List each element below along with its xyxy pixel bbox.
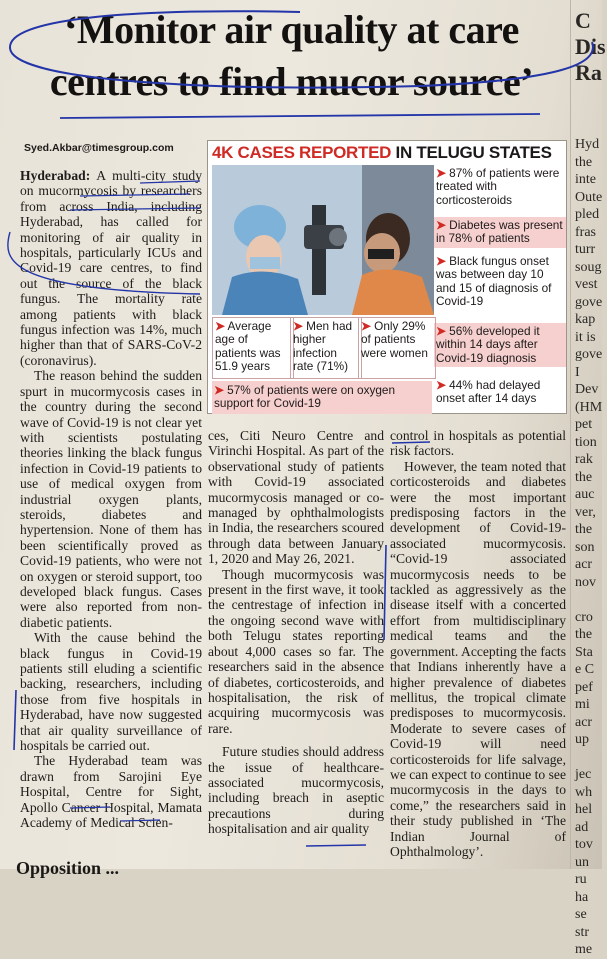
adjacent-text-fragment: acr [575, 557, 593, 572]
adjacent-text-fragment: vest [575, 277, 598, 292]
stat-delayed-onset [436, 379, 562, 406]
stat-text: 56% developed it within 14 days after Covid-19 diagnosis [436, 324, 540, 365]
stat-text: Only 29% of patients were women [361, 319, 428, 360]
adjacent-text-fragment: jec [575, 767, 592, 782]
paragraph-1-text: A multi-city study on mucormycosis by researchers from across India, including Hyderabad, has called for monitoring of air quality in hospitals, particularly ICUs and Covid-19 care centres, to find out the source of the black fungus. The mortality rate among patients with black fungus infection was 14%, much higher than that of SARS-CoV-2 (coronavirus). [20, 168, 203, 368]
arrow-icon: ➤ [436, 324, 446, 338]
adjacent-text-fragment: hel [575, 802, 593, 817]
dateline: Hyderabad: [20, 168, 91, 183]
stat-text: Average age of patients was 51.9 years [215, 319, 281, 374]
paragraph-1 [20, 168, 202, 368]
adjacent-text-fragment: tov [575, 837, 593, 852]
adjacent-text-fragment: pled [575, 207, 600, 222]
headline [14, 4, 569, 108]
adjacent-text-fragment: str [575, 924, 589, 940]
air-quality-underline-ink [306, 845, 366, 846]
arrow-icon: ➤ [436, 218, 446, 232]
adjacent-text-fragment: it is [575, 329, 596, 345]
paragraph-4: The Hyderabad team was drawn from Sarojini Eye Hospital, Centre for Sight, Apollo Cancer Hospital, Mamata Academy of Medical Scien- [20, 753, 202, 831]
arrow-icon: ➤ [215, 319, 225, 333]
adjacent-text-fragment: nov [575, 574, 596, 590]
stat-text: 87% of patients were treated with corticosteroids [436, 166, 560, 207]
adjacent-text-fragment: (HM [575, 399, 603, 415]
stat-women [358, 317, 436, 379]
eye-exam-photo [212, 165, 434, 315]
stat-onset [436, 255, 562, 309]
adjacent-text-fragment: ver, [575, 504, 596, 520]
column-1 [20, 168, 202, 830]
adjacent-text-fragment: the [575, 469, 593, 485]
adjacent-text-fragment: wh [575, 784, 593, 800]
column-3 [390, 428, 566, 859]
adjacent-text-fragment: pet [575, 417, 593, 432]
arrow-icon: ➤ [293, 319, 303, 333]
infographic-box [207, 140, 567, 414]
adjacent-text-fragment: e C [575, 662, 595, 677]
paragraph-7: Future studies should address the issue of healthcare-associated mucormycosis, including breach in aseptic precautions during hospitalisation and air quality [208, 744, 384, 837]
stat-text: Men had higher infection rate (71%) [293, 319, 353, 374]
adjacent-text-fragment: tion [575, 434, 597, 450]
adjacent-text-fragment: ha [575, 889, 589, 905]
adjacent-text-fragment: se [575, 907, 587, 922]
stat-men-infection [290, 317, 362, 379]
adjacent-text-fragment: ad [575, 819, 589, 835]
adjacent-headline-2: Dis [575, 34, 606, 59]
adjacent-text-fragment: pef [575, 679, 593, 695]
adjacent-text-fragment: ru [575, 872, 587, 887]
adjacent-text-fragment: acr [575, 714, 593, 730]
paragraph-9: However, the team noted that corticosteroids and diabetes were the most important predisposing factors in the development of Covid-19-associated mucormycosis. “Covid-19 associated mucormycosis needs to be tackled as aggressively as the disease itself with a concerted effort from multidisciplinary medical teams and the government. Accepting the facts that Indians inherently have a higher prevalence of diabetes mellitus, the tropical climate predisposes to mucormycosis. Moderate to severe cases of Covid-19 will need corticosteroids for life salvage, we can expect to continue to see mucormycosis in the days to come,” the researchers said in their study published in ‘The Indian Journal of Ophthalmology’. [390, 458, 566, 859]
adjacent-text-fragment: cro [575, 609, 593, 625]
byline: Syed.Akbar@timesgroup.com [24, 142, 174, 154]
col3-margin-line-ink [384, 545, 386, 640]
stat-text: 44% had delayed onset after 14 days [436, 378, 541, 406]
stat-corticosteroids [436, 167, 562, 207]
adjacent-headline-1: C [575, 8, 591, 33]
arrow-icon: ➤ [436, 254, 446, 268]
headline-line-2: centres to find mucor source’ [49, 59, 534, 104]
adjacent-text-fragment: Oute [575, 189, 603, 205]
adjacent-text-fragment: soug [575, 259, 602, 275]
adjacent-text-fragment: gove [575, 347, 603, 362]
adjacent-text-fragment: I [575, 364, 580, 380]
infographic-title-black: IN TELUGU STATES [391, 143, 552, 162]
adjacent-text-fragment: fras [575, 224, 596, 240]
adjacent-text-fragment: gove [575, 294, 603, 310]
headline-line-1: ‘Monitor air quality at care [64, 7, 519, 52]
adjacent-text-fragment: Dev [575, 382, 599, 397]
infographic-title [208, 141, 570, 165]
adjacent-text-fragment: up [575, 732, 589, 747]
adjacent-text-fragment: mi [575, 697, 590, 712]
adjacent-text-fragment: Hyd [575, 137, 600, 152]
adjacent-text-fragment: auc [575, 487, 595, 502]
adjacent-text-fragment: turr [575, 242, 596, 257]
adjacent-text-fragment: kap [575, 312, 596, 327]
stat-text: Black fungus onset was between day 10 and 15 of diagnosis of Covid-19 [436, 254, 552, 309]
stat-within-14-days [434, 323, 566, 367]
stat-diabetes [434, 217, 566, 248]
stat-text: Diabetes was present in 78% of patients [436, 218, 563, 246]
adjacent-article-column [570, 0, 607, 957]
adjacent-text-fragments [575, 136, 607, 959]
paragraph-6: Though mucormycosis was present in the first wave, it took the centrestage of infection in the ongoing second wave with both Telugu states reporting about 4,000 cases so far. The researchers said in the absence of diabetes, corticosteroids, and hospitalisation, the risk of acquiring mucormycosis was rare. [208, 566, 384, 736]
col1-margin-line-ink [14, 690, 16, 750]
stat-oxygen-support [212, 381, 432, 414]
adjacent-text-fragment: the [575, 522, 593, 537]
adjacent-text-fragment: un [575, 854, 589, 870]
paragraph-5: ces, Citi Neuro Centre and Virinchi Hospital. As part of the observational study of patients with Covid-19 associated mucormycosis managed or co-managed by ophthalmologists in India, the researchers scoured through data between January 1, 2020 and May 26, 2021. [208, 428, 384, 567]
adjacent-headline-3: Ra [575, 60, 602, 85]
arrow-icon: ➤ [214, 383, 224, 397]
adjacent-text-fragment: the [575, 627, 593, 642]
adjacent-text-fragment: rak [575, 452, 593, 467]
paragraph-2: The reason behind the sudden spurt in mucormycosis cases in the country during the second wave of Covid-19 is not clear yet with scientists postulating theories linking the black fungus infection in Covid-19 patients to use of medical oxygen from industrial oxygen plants, steroids, diabetes and hypertension. None of them has been scientifically proved as Covid-19 patients, who were not on oxygen or steroid support, too developed black fungus. Cases were also reported from non-diabetic patients. [20, 368, 202, 630]
headline-underline-ink [60, 114, 540, 118]
arrow-icon: ➤ [361, 319, 371, 333]
adjacent-text-fragment [575, 749, 607, 767]
adjacent-text-fragment: Sta [575, 644, 593, 660]
adjacent-text-fragment: inte [575, 172, 596, 187]
adjacent-text-fragment: son [575, 539, 595, 555]
adjacent-text-fragment: me [575, 942, 593, 957]
arrow-icon: ➤ [436, 378, 446, 392]
photo-illustration [212, 165, 434, 315]
paragraph-3: With the cause behind the black fungus in Covid-19 patients still eluding a scientific backing, researchers, including those from five hospitals in Hyderabad, have now suggested that air quality surveillance of hospitals be carried out. [20, 630, 202, 754]
adjacent-text-fragment [575, 591, 607, 609]
adjacent-text-fragment: the [575, 154, 593, 170]
stat-text: 57% of patients were on oxygen support for Covid-19 [214, 383, 396, 411]
paragraph-8: control in hospitals as potential risk factors. [390, 428, 566, 459]
next-article-heading: Opposition ... [16, 858, 120, 878]
arrow-icon: ➤ [436, 166, 446, 180]
stat-average-age [212, 317, 294, 379]
infographic-title-red: 4K CASES REPORTED [212, 143, 392, 162]
column-2 [208, 428, 384, 837]
